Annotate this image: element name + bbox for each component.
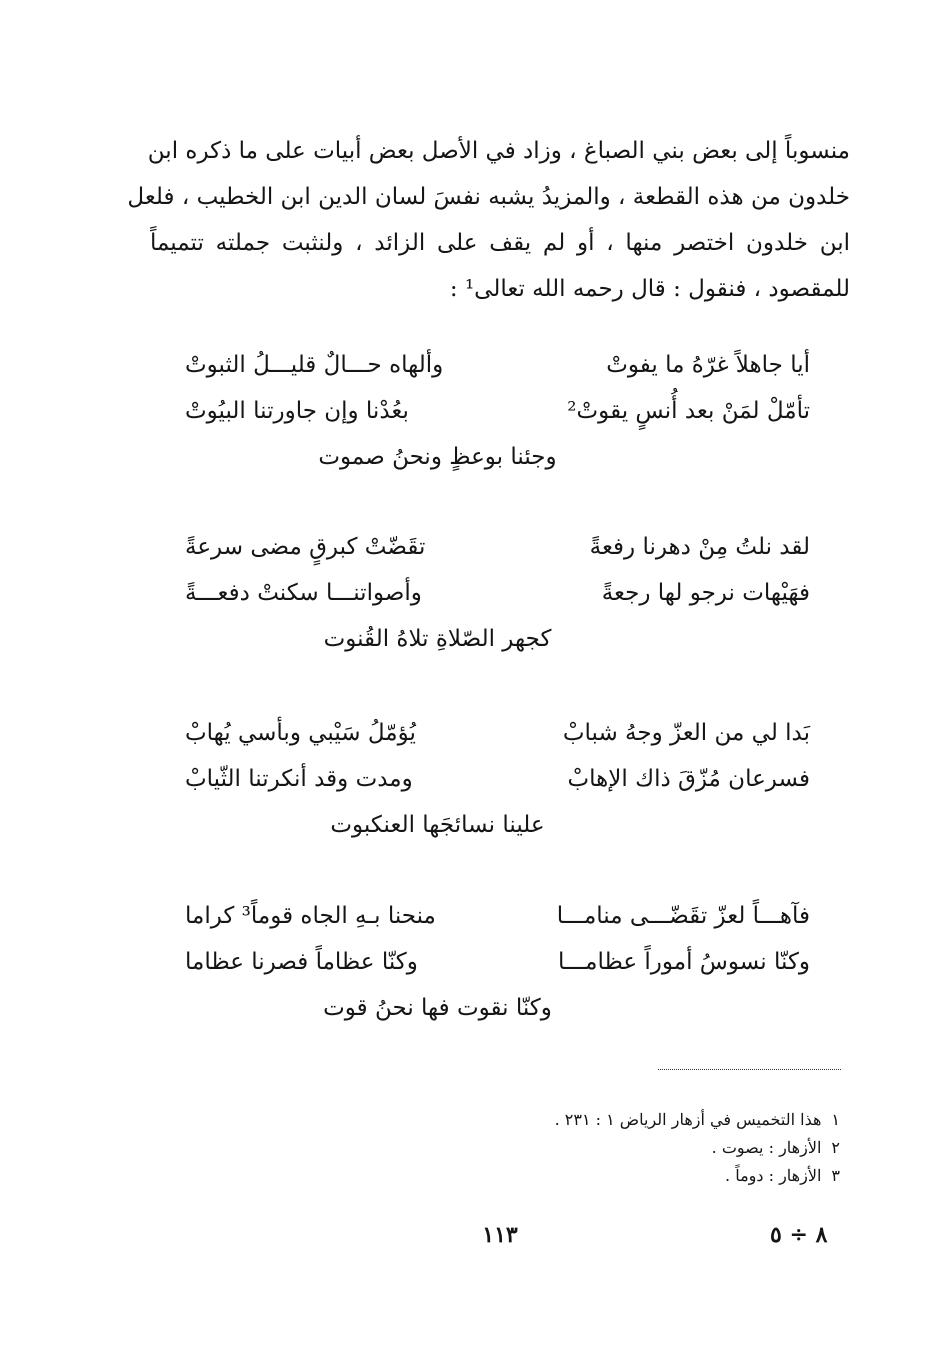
footnote-number: ٣ [831,1166,840,1185]
verse-second-hemistich: منحنا بـهِ الجاه قوماً³ كراما [185,903,436,929]
verse-first-hemistich: فسرعان مُزّقَ ذاك الإهابْ [567,766,810,792]
verse-second-hemistich: ومدت وقد أنكرتنا الثّيابْ [185,766,413,792]
verse-second-hemistich: يُؤمّلُ سَيْبي وبأسي يُهابْ [185,720,416,746]
verse-row [185,388,810,434]
poem-stanza [185,342,810,480]
poem-stanza [185,893,810,1031]
verse-row [185,524,810,570]
footnote-number: ١ [831,1110,840,1129]
verse-first-hemistich: فهَيْهات نرجو لها رجعةً [601,580,810,606]
intro-line: منسوباً إلى بعض بني الصباغ ، وزاد في الأصل بعض أبيات على ما ذكره ابن [147,138,850,164]
stanza-refrain: كجهر الصّلاةِ تلاهُ القُنوت [323,626,552,652]
verse-second-hemistich: تقَضّتْ كبرقٍ مضى سرعةً [185,534,426,560]
verse-row [185,710,810,756]
poem-stanza [185,710,810,848]
poem-stanza [185,524,810,662]
page-number: ١١٣ [482,1222,518,1248]
verse-second-hemistich: وألهاه حـــالٌ قليـــلُ الثبوتْ [185,352,444,378]
footnote-number: ٢ [831,1138,840,1157]
signature-mark: ٨ ÷ ٥ [770,1222,828,1248]
footnote [420,1134,840,1162]
verse-second-hemistich: وأصواتنـــا سكنتْ دفعـــةً [185,580,422,606]
verse-row [185,756,810,802]
stanza-refrain: وجئنا بوعظٍ ونحنُ صموت [318,444,557,470]
footnote-text: الأزهار : يصوت . [711,1138,822,1157]
verse-row [185,939,810,985]
footnote-divider [658,1069,841,1070]
footnote-text: هذا التخميس في أزهار الرياض ١ : ٢٣١ . [554,1110,822,1129]
verse-second-hemistich: بعُدْنا وإن جاورتنا البيُوتْ [185,398,409,424]
verse-row [185,893,810,939]
intro-line: للمقصود ، فنقول : قال رحمه الله تعالى¹ : [449,276,850,302]
footnote [420,1162,840,1190]
verse-first-hemistich: أيا جاهلاً غرّهُ ما يفوتْ [606,352,810,378]
verse-first-hemistich: تأمّلْ لمَنْ بعد أُنسٍ يقوتْ² [567,398,810,424]
intro-line: ابن خلدون اختصر منها ، أو لم يقف على الزائد ، ولنثبت جملته تتميماً [150,230,850,256]
verse-row [185,570,810,616]
verse-first-hemistich: بَدا لي من العزّ وجهُ شبابْ [562,720,810,746]
verse-first-hemistich: لقد نلتُ مِنْ دهرنا رفعةً [589,534,810,560]
stanza-refrain: علينا نسائجَها العنكبوت [330,812,545,838]
footnotes [420,1106,840,1190]
footnote-text: الأزهار : دوماً . [725,1166,822,1185]
stanza-refrain: وكنّا نقوت فها نحنُ قوت [323,995,552,1021]
verse-second-hemistich: وكنّا عظاماً فصرنا عظاما [185,949,418,975]
verse-row [185,342,810,388]
verse-first-hemistich: فآهـــاً لعزّ تقَضّـــى منامـــا [556,903,810,929]
verse-first-hemistich: وكنّا نسوسُ أموراً عظامـــا [557,949,810,975]
intro-line: خلدون من هذه القطعة ، والمزيدُ يشبه نفسَ لسان الدين ابن الخطيب ، فلعل [127,184,850,210]
footnote [420,1106,840,1134]
intro-paragraph [127,128,850,312]
